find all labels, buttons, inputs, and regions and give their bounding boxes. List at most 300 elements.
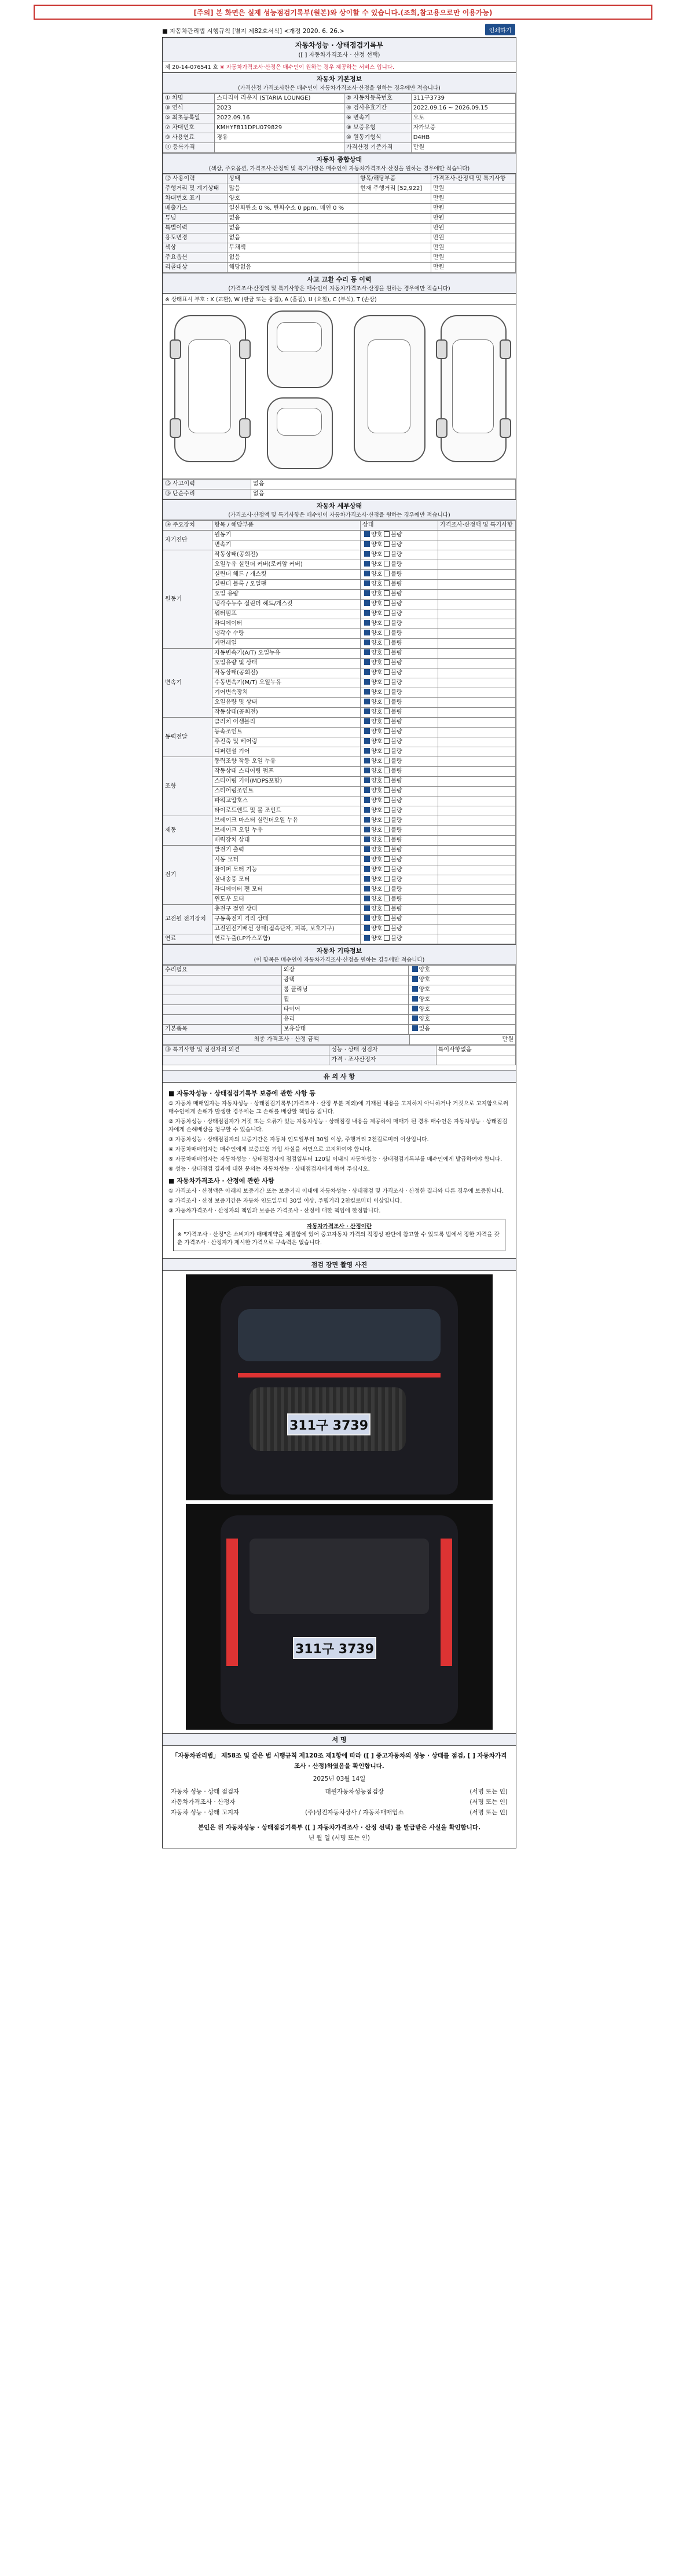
detail-price bbox=[438, 757, 516, 767]
detail-item: 라디에이터 bbox=[212, 619, 361, 629]
etc-row bbox=[163, 966, 516, 975]
detail-price bbox=[438, 767, 516, 777]
state-bad-label: 불량 bbox=[391, 591, 402, 597]
state-bad-checkbox bbox=[384, 649, 390, 655]
basic-info-sub: (가격산정 가격조사란은 매수인이 자동차가격조사·산정을 원하는 경우에만 적습니다) bbox=[238, 85, 441, 92]
state-bad-checkbox bbox=[384, 905, 390, 911]
history-value bbox=[358, 233, 431, 243]
basic-label: ③ 연식 bbox=[163, 104, 215, 114]
etc-state bbox=[408, 995, 515, 1005]
state-good-checkbox bbox=[364, 846, 370, 852]
basic-value: 2022.09.16 bbox=[215, 114, 344, 123]
state-good-label: 양호 bbox=[371, 876, 383, 883]
state-bad-checkbox bbox=[384, 797, 390, 803]
etc-group: 수리필요 bbox=[163, 966, 282, 975]
history-row bbox=[163, 253, 516, 263]
detail-state bbox=[361, 747, 438, 757]
state-bad-checkbox bbox=[384, 758, 390, 763]
detail-item: 워터펌프 bbox=[212, 609, 361, 619]
basic-value: 오토 bbox=[411, 114, 515, 123]
detail-row bbox=[163, 787, 516, 796]
history-value: 만원 bbox=[431, 204, 515, 214]
state-good-checkbox bbox=[364, 679, 370, 685]
etc-state bbox=[408, 1015, 515, 1025]
price-total-table bbox=[163, 1035, 516, 1045]
state-good-label: 양호 bbox=[371, 601, 383, 607]
state-good-label: 양호 bbox=[371, 630, 383, 637]
state-good-checkbox bbox=[364, 640, 370, 645]
history-value: 일산화탄소 0 %, 탄화수소 0 ppm, 매연 0 % bbox=[227, 204, 358, 214]
etc-item: 유리 bbox=[281, 1015, 408, 1025]
detail-item: 냉각수누수 실린더 헤드/개스킷 bbox=[212, 600, 361, 609]
etc-checkbox bbox=[412, 1015, 418, 1021]
detail-item: 실린더 헤드 / 개스킷 bbox=[212, 570, 361, 580]
detail-state bbox=[361, 570, 438, 580]
etc-checkbox bbox=[412, 1025, 418, 1031]
detail-item: 와이퍼 모터 기능 bbox=[212, 865, 361, 875]
state-bad-checkbox bbox=[384, 935, 390, 941]
state-bad-checkbox bbox=[384, 531, 390, 537]
detail-state bbox=[361, 609, 438, 619]
detail-row bbox=[163, 934, 516, 944]
note-item: ② 자동차성능 · 상태점검자가 거짓 또는 오류가 있는 자동차성능 · 상태점검 내용을 제공하여 매매가 된 경우 매수인은 자동차성능 · 상태점검자에게 손해배상을 청구할 수 있습니다. bbox=[168, 1119, 508, 1133]
accident-header bbox=[163, 273, 516, 294]
price-explain-box bbox=[173, 1219, 505, 1251]
state-good-checkbox bbox=[364, 728, 370, 734]
detail-item: 스티어링조인트 bbox=[212, 787, 361, 796]
state-bad-label: 불량 bbox=[391, 611, 402, 617]
state-good-checkbox bbox=[364, 590, 370, 596]
state-bad-label: 불량 bbox=[391, 768, 402, 774]
detail-item: 브레이크 오일 누유 bbox=[212, 826, 361, 836]
state-good-checkbox bbox=[364, 758, 370, 763]
sign-footer: 본인은 위 자동차성능 · 상태점검기록부 ([ ] 자동차가격조사 · 산정 선택) 를 발급받은 사실을 확인합니다. bbox=[197, 1824, 481, 1831]
detail-price bbox=[438, 570, 516, 580]
state-bad-checkbox bbox=[384, 856, 390, 862]
rear-lamp-right bbox=[441, 1539, 452, 1666]
history-value: 만원 bbox=[431, 184, 515, 194]
state-bad-checkbox bbox=[384, 551, 390, 557]
detail-state bbox=[361, 826, 438, 836]
history-value: 만원 bbox=[431, 224, 515, 233]
state-good-checkbox bbox=[364, 571, 370, 576]
state-bad-label: 불량 bbox=[391, 748, 402, 755]
car-top-view bbox=[354, 315, 425, 462]
detail-price bbox=[438, 934, 516, 944]
etc-state-label: 양호 bbox=[419, 996, 430, 1003]
detail-state bbox=[361, 895, 438, 905]
basic-value: 자가보증 bbox=[411, 123, 515, 133]
etc-checkbox bbox=[412, 1006, 418, 1011]
detail-item: 추진축 및 베어링 bbox=[212, 737, 361, 747]
basic-row bbox=[163, 123, 516, 133]
state-bad-checkbox bbox=[384, 866, 390, 872]
detail-state bbox=[361, 590, 438, 600]
state-bad-label: 불량 bbox=[391, 817, 402, 824]
history-sub: (색상, 주요옵션, 가격조사·산정액 및 특기사항은 매수인이 자동차가격조사·산정을 원하는 경우에만 적습니다) bbox=[208, 166, 470, 172]
state-good-checkbox bbox=[364, 699, 370, 704]
special-cell bbox=[163, 1055, 329, 1065]
detail-col-header: 항목 / 해당부품 bbox=[212, 521, 361, 531]
detail-price bbox=[438, 875, 516, 885]
state-good-checkbox bbox=[364, 738, 370, 744]
photo-header: 점검 장면 촬영 사진 bbox=[163, 1258, 516, 1271]
detail-item: 배력장치 상태 bbox=[212, 836, 361, 846]
state-good-checkbox bbox=[364, 935, 370, 941]
basic-info-table bbox=[163, 93, 516, 153]
record-subtitle: ([ ] 자동차가격조사 · 산정 선택) bbox=[298, 52, 380, 59]
accident-title: 사고 교환 수리 등 이력 bbox=[307, 276, 372, 283]
law-reference: ■ 자동차관리법 시행규칙 [별지 제82호서식] <개정 2020. 6. 26.> bbox=[162, 28, 345, 35]
price-total-unit: 만원 bbox=[410, 1035, 516, 1045]
history-value: 없음 bbox=[227, 233, 358, 243]
state-good-label: 양호 bbox=[371, 571, 383, 578]
detail-price bbox=[438, 905, 516, 915]
history-value: 만원 bbox=[431, 253, 515, 263]
sign-cell: (서명 또는 인) bbox=[469, 1788, 508, 1795]
state-bad-label: 불량 bbox=[391, 857, 402, 863]
history-value: 만원 bbox=[431, 194, 515, 204]
state-bad-label: 불량 bbox=[391, 729, 402, 735]
state-good-checkbox bbox=[364, 905, 370, 911]
detail-price bbox=[438, 550, 516, 560]
basic-label: ② 자동차등록번호 bbox=[344, 94, 412, 104]
state-good-checkbox bbox=[364, 620, 370, 626]
detail-row bbox=[163, 777, 516, 787]
detail-row bbox=[163, 816, 516, 826]
detail-item: 오일유량 및 상태 bbox=[212, 698, 361, 708]
history-label: 튜닝 bbox=[163, 214, 228, 224]
detail-row bbox=[163, 560, 516, 570]
history-value bbox=[358, 243, 431, 253]
history-value: 만원 bbox=[431, 263, 515, 273]
print-button[interactable]: 인쇄하기 bbox=[485, 24, 515, 35]
detail-row bbox=[163, 580, 516, 590]
detail-state bbox=[361, 580, 438, 590]
detail-price bbox=[438, 708, 516, 718]
state-bad-label: 불량 bbox=[391, 542, 402, 548]
detail-item: 디퍼렌셜 기어 bbox=[212, 747, 361, 757]
detail-state bbox=[361, 560, 438, 570]
note-item: ④ 자동차매매업자는 매수인에게 보증보험 가입 사실을 서면으로 고지하여야 합니다. bbox=[168, 1146, 372, 1153]
sign-cell: 자동차 성능 · 상태 고지자 bbox=[171, 1809, 240, 1816]
state-good-label: 양호 bbox=[371, 758, 383, 765]
detail-row bbox=[163, 590, 516, 600]
accident-row bbox=[163, 480, 516, 489]
detail-item: 윈도우 모터 bbox=[212, 895, 361, 905]
history-value: 양호 bbox=[227, 194, 358, 204]
detail-item: 스티어링 기어(MDPS포함) bbox=[212, 777, 361, 787]
detail-row bbox=[163, 806, 516, 816]
inspection-record bbox=[162, 37, 516, 1848]
detail-state bbox=[361, 865, 438, 875]
detail-row bbox=[163, 540, 516, 550]
state-good-checkbox bbox=[364, 600, 370, 606]
basic-label: ① 차명 bbox=[163, 94, 215, 104]
etc-sub: (이 항목은 매수인이 자동차가격조사·산정을 원하는 경우에만 적습니다) bbox=[254, 957, 425, 963]
detail-row bbox=[163, 550, 516, 560]
etc-checkbox bbox=[412, 986, 418, 992]
detail-row bbox=[163, 796, 516, 806]
state-good-label: 양호 bbox=[371, 886, 383, 893]
special-cell: ⑱ 특기사항 및 점검자의 의견 bbox=[163, 1046, 329, 1055]
history-header bbox=[163, 153, 516, 174]
detail-table bbox=[163, 520, 516, 944]
etc-row bbox=[163, 985, 516, 995]
etc-group: 기본품목 bbox=[163, 1025, 282, 1035]
detail-item: 시동 모터 bbox=[212, 856, 361, 865]
etc-item: 보유상태 bbox=[281, 1025, 408, 1035]
detail-row bbox=[163, 826, 516, 836]
state-good-checkbox bbox=[364, 610, 370, 616]
state-bad-checkbox bbox=[384, 679, 390, 685]
basic-label: ⑦ 차대번호 bbox=[163, 123, 215, 133]
state-bad-checkbox bbox=[384, 580, 390, 586]
sign-cell: (서명 또는 인) bbox=[469, 1809, 508, 1816]
sign-section bbox=[163, 1746, 516, 1848]
detail-price bbox=[438, 668, 516, 678]
detail-row bbox=[163, 531, 516, 540]
detail-row bbox=[163, 885, 516, 895]
detail-row bbox=[163, 600, 516, 609]
vehicle-diagram bbox=[163, 305, 516, 479]
detail-state bbox=[361, 846, 438, 856]
state-bad-checkbox bbox=[384, 817, 390, 823]
accident-legend: ※ 상태표시 부호 : X (교환), W (판금 또는 용접), A (흠집), U (요철), C (부식), T (손상) bbox=[163, 294, 516, 305]
detail-item: 동력조향 작동 오일 누유 bbox=[212, 757, 361, 767]
detail-row bbox=[163, 619, 516, 629]
sign-cell: (주)성진자동차상사 / 자동차매매업소 bbox=[305, 1809, 404, 1816]
detail-row bbox=[163, 698, 516, 708]
basic-row bbox=[163, 94, 516, 104]
history-row bbox=[163, 233, 516, 243]
detail-col-header: 가격조사·산정액 및 특기사항 bbox=[438, 521, 516, 531]
state-bad-checkbox bbox=[384, 630, 390, 635]
history-title: 자동차 종합상태 bbox=[316, 156, 362, 163]
state-bad-checkbox bbox=[384, 748, 390, 754]
history-row bbox=[163, 263, 516, 273]
etc-state-label: 양호 bbox=[419, 1016, 430, 1022]
etc-header bbox=[163, 944, 516, 965]
history-label: 리콜대상 bbox=[163, 263, 228, 273]
sign-row bbox=[171, 1797, 508, 1807]
history-label: 용도변경 bbox=[163, 233, 228, 243]
detail-price bbox=[438, 915, 516, 925]
rear-lamp-left bbox=[226, 1539, 238, 1666]
history-header-cell: 상태 bbox=[227, 174, 358, 184]
state-good-label: 양호 bbox=[371, 561, 383, 568]
detail-item: 클러치 어셈블리 bbox=[212, 718, 361, 728]
state-bad-checkbox bbox=[384, 541, 390, 547]
sign-law-text: 「자동차관리법」 제58조 및 같은 법 시행규칙 제120조 제1항에 따라 ([ ] 중고자동차의 성능 · 상태를 점검, [ ] 자동차가격조사 · 산정)하였음을 확인합니다. bbox=[171, 1752, 507, 1770]
detail-item: 고전원전기배선 상태(접속단자, 피복, 보호기구) bbox=[212, 925, 361, 934]
detail-price bbox=[438, 619, 516, 629]
detail-row bbox=[163, 747, 516, 757]
detail-item: 오일 유량 bbox=[212, 590, 361, 600]
detail-header bbox=[163, 499, 516, 520]
state-bad-label: 불량 bbox=[391, 699, 402, 706]
history-row bbox=[163, 174, 516, 184]
state-bad-checkbox bbox=[384, 915, 390, 921]
notes-header: 유 의 사 항 bbox=[163, 1070, 516, 1083]
etc-checkbox bbox=[412, 976, 418, 982]
state-bad-label: 불량 bbox=[391, 778, 402, 784]
detail-group-name: 제동 bbox=[163, 816, 212, 846]
state-good-checkbox bbox=[364, 876, 370, 882]
detail-price bbox=[438, 531, 516, 540]
state-good-checkbox bbox=[364, 669, 370, 675]
etc-item: 광택 bbox=[281, 975, 408, 985]
detail-price bbox=[438, 580, 516, 590]
detail-row bbox=[163, 609, 516, 619]
detail-row bbox=[163, 728, 516, 737]
detail-group-name: 변속기 bbox=[163, 649, 212, 718]
detail-item: 실린더 블록 / 오일팬 bbox=[212, 580, 361, 590]
state-bad-checkbox bbox=[384, 836, 390, 842]
history-row bbox=[163, 184, 516, 194]
price-total-label: 최종 가격조사 · 산정 금액 bbox=[163, 1035, 410, 1045]
state-bad-label: 불량 bbox=[391, 551, 402, 558]
etc-state bbox=[408, 985, 515, 995]
detail-price bbox=[438, 698, 516, 708]
state-bad-label: 불량 bbox=[391, 926, 402, 932]
detail-price bbox=[438, 737, 516, 747]
state-good-checkbox bbox=[364, 915, 370, 921]
state-good-label: 양호 bbox=[371, 650, 383, 656]
history-header-cell: 가격조사·산정액 및 특기사항 bbox=[431, 174, 515, 184]
state-bad-checkbox bbox=[384, 561, 390, 567]
etc-state-label: 양호 bbox=[419, 967, 430, 973]
detail-price bbox=[438, 609, 516, 619]
detail-item: 오일유량 및 상태 bbox=[212, 659, 361, 668]
state-bad-checkbox bbox=[384, 876, 390, 882]
basic-value: 스타리아 라운지 (STARIA LOUNGE) bbox=[215, 94, 344, 104]
detail-row bbox=[163, 737, 516, 747]
etc-title: 자동차 기타정보 bbox=[316, 947, 362, 955]
history-label: 차대번호 표기 bbox=[163, 194, 228, 204]
state-good-checkbox bbox=[364, 856, 370, 862]
state-bad-label: 불량 bbox=[391, 886, 402, 893]
detail-state bbox=[361, 915, 438, 925]
history-value: 많음 bbox=[227, 184, 358, 194]
basic-value: 2022.09.16 ~ 2026.09.15 bbox=[411, 104, 515, 114]
state-good-checkbox bbox=[364, 531, 370, 537]
detail-row bbox=[163, 570, 516, 580]
doc-number-row bbox=[163, 61, 516, 72]
state-bad-label: 불량 bbox=[391, 581, 402, 587]
car-left-side-view bbox=[174, 315, 246, 462]
notes-title-2: ■ 자동차가격조사 · 산정에 관한 사항 bbox=[168, 1177, 274, 1185]
detail-group-name: 원동기 bbox=[163, 550, 212, 649]
detail-item: 연료누출(LP가스포함) bbox=[212, 934, 361, 944]
state-good-checkbox bbox=[364, 659, 370, 665]
state-good-checkbox bbox=[364, 787, 370, 793]
state-good-label: 양호 bbox=[371, 788, 383, 794]
state-bad-checkbox bbox=[384, 738, 390, 744]
detail-state bbox=[361, 698, 438, 708]
detail-row bbox=[163, 905, 516, 915]
headlamp-strip bbox=[238, 1373, 441, 1377]
detail-row bbox=[163, 915, 516, 925]
history-row bbox=[163, 224, 516, 233]
state-good-label: 양호 bbox=[371, 729, 383, 735]
detail-state bbox=[361, 905, 438, 915]
state-good-checkbox bbox=[364, 817, 370, 823]
detail-row bbox=[163, 639, 516, 649]
state-good-label: 양호 bbox=[371, 817, 383, 824]
state-good-label: 양호 bbox=[371, 591, 383, 597]
detail-item: 오일누유 실린더 커버(로커암 커버) bbox=[212, 560, 361, 570]
basic-label: ⑪ 등록가격 bbox=[163, 143, 215, 153]
accident-table bbox=[163, 479, 516, 499]
etc-group bbox=[163, 975, 282, 985]
state-bad-checkbox bbox=[384, 669, 390, 675]
state-bad-label: 불량 bbox=[391, 620, 402, 627]
state-good-checkbox bbox=[364, 541, 370, 547]
detail-state bbox=[361, 777, 438, 787]
state-good-checkbox bbox=[364, 866, 370, 872]
detail-state bbox=[361, 639, 438, 649]
state-good-checkbox bbox=[364, 561, 370, 567]
state-bad-checkbox bbox=[384, 610, 390, 616]
note-item: ⑤ 자동차매매업자는 자동차성능 · 상태점검자의 점검일부터 120일 이내의 자동차성능 · 상태점검기록부를 매수인에게 발급하여야 합니다. bbox=[168, 1156, 502, 1163]
state-bad-checkbox bbox=[384, 571, 390, 576]
detail-group-name: 조향 bbox=[163, 757, 212, 816]
state-bad-checkbox bbox=[384, 699, 390, 704]
detail-item: 작동상태(공회전) bbox=[212, 708, 361, 718]
detail-item: 등속조인트 bbox=[212, 728, 361, 737]
history-value: 해당없음 bbox=[227, 263, 358, 273]
detail-state bbox=[361, 550, 438, 560]
detail-state bbox=[361, 688, 438, 698]
detail-state bbox=[361, 531, 438, 540]
inspection-photo-rear bbox=[186, 1504, 493, 1730]
history-label: 배출가스 bbox=[163, 204, 228, 214]
state-good-label: 양호 bbox=[371, 689, 383, 696]
history-value: 만원 bbox=[431, 233, 515, 243]
state-good-label: 양호 bbox=[371, 611, 383, 617]
record-title-block bbox=[163, 38, 516, 61]
state-good-label: 양호 bbox=[371, 916, 383, 922]
state-bad-label: 불량 bbox=[391, 689, 402, 696]
history-value: 없음 bbox=[227, 224, 358, 233]
sign-footer-date: 년 월 일 (서명 또는 인) bbox=[308, 1835, 370, 1841]
state-bad-label: 불량 bbox=[391, 640, 402, 646]
detail-price bbox=[438, 629, 516, 639]
car-front-view bbox=[267, 310, 333, 388]
detail-state bbox=[361, 728, 438, 737]
basic-value: 경유 bbox=[215, 133, 344, 143]
detail-item: 라디에이터 팬 모터 bbox=[212, 885, 361, 895]
detail-state bbox=[361, 934, 438, 944]
detail-state bbox=[361, 856, 438, 865]
license-plate-front: 311구 3739 bbox=[287, 1413, 370, 1435]
rear-window bbox=[250, 1539, 429, 1614]
state-good-checkbox bbox=[364, 580, 370, 586]
state-good-label: 양호 bbox=[371, 679, 383, 686]
state-bad-label: 불량 bbox=[391, 719, 402, 725]
history-label: 주요옵션 bbox=[163, 253, 228, 263]
detail-state bbox=[361, 836, 438, 846]
history-row bbox=[163, 243, 516, 253]
state-bad-label: 불량 bbox=[391, 601, 402, 607]
sign-header: 서 명 bbox=[163, 1733, 516, 1746]
state-bad-label: 불량 bbox=[391, 936, 402, 942]
detail-item: 냉각수 수량 bbox=[212, 629, 361, 639]
state-good-label: 양호 bbox=[371, 660, 383, 666]
history-value: 없음 bbox=[227, 214, 358, 224]
detail-price bbox=[438, 895, 516, 905]
